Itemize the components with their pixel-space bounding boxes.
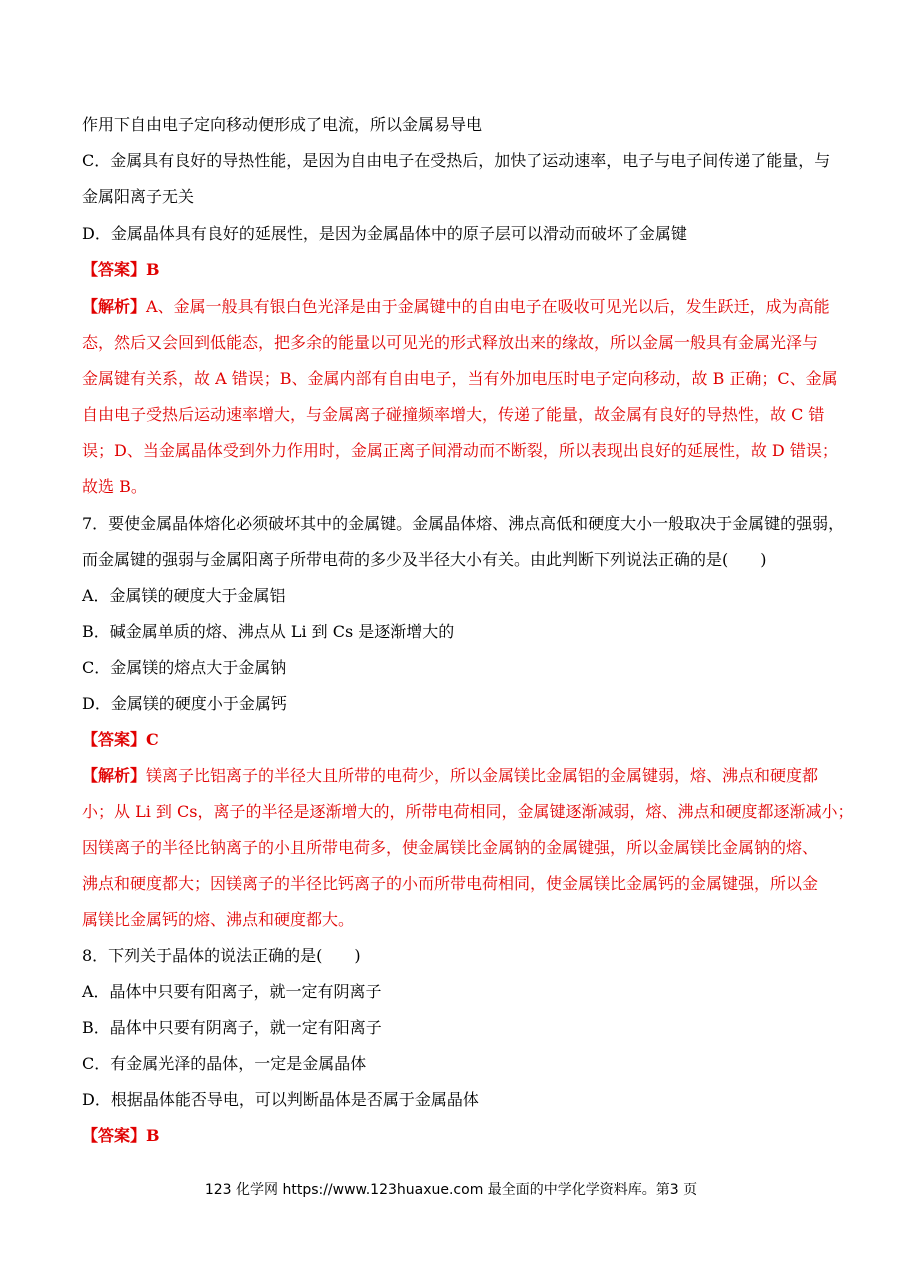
option-a: A．金属镁的硬度大于金属铝 — [82, 586, 286, 605]
question-8: 8．下列关于晶体的说法正确的是( ) — [82, 946, 361, 965]
explanation-line: 因镁离子的半径比钠离子的小且所带电荷多，使金属镁比金属钠的金属键强，所以金属镁比金属钠的熔、 — [82, 838, 819, 857]
option-d: D．根据晶体能否导电，可以判断晶体是否属于金属晶体 — [82, 1090, 479, 1109]
explanation-line: 误；D、当金属晶体受到外力作用时，金属正离子间滑动而不断裂，所以表现出良好的延展性，故 D 错误； — [82, 441, 838, 460]
option-d: D．金属镁的硬度小于金属钙 — [82, 694, 287, 713]
explanation-text: 镁离子比铝离子的半径大且所带的电荷少，所以金属镁比金属铝的金属键弱，熔、沸点和硬度都 — [146, 766, 819, 785]
answer-line — [82, 729, 842, 751]
option-c: C．金属镁的熔点大于金属钠 — [82, 658, 287, 677]
explanation-tag: 【解析】 — [82, 766, 147, 785]
explanation-line — [82, 765, 842, 787]
text-line: 作用下自由电子定向移动便形成了电流，所以金属易导电 — [82, 115, 483, 134]
question-7: 7．要使金属晶体熔化必须破坏其中的金属键。金属晶体熔、沸点高低和硬度大小一般取决于金属键的强弱， — [82, 514, 845, 533]
text-line: 金属阳离子无关 — [82, 187, 195, 206]
explanation-line: 属镁比金属钙的熔、沸点和硬度都大。 — [82, 910, 355, 929]
answer-tag: 【答案】 — [82, 260, 147, 279]
answer-line — [82, 259, 842, 281]
explanation-line: 态，然后又会回到低能态，把多余的能量以可见光的形式释放出来的缘故，所以金属一般具有金属光泽与 — [82, 333, 819, 352]
answer-value: B — [146, 260, 160, 279]
explanation-line: 小；从 Li 到 Cs，离子的半径是逐渐增大的，所带电荷相同，金属键逐渐减弱，熔、沸点和硬度都逐渐减小； — [82, 802, 854, 821]
answer-value: B — [146, 1126, 160, 1145]
explanation-line: 自由电子受热后运动速率增大，与金属离子碰撞频率增大，传递了能量，故金属有良好的导热性，故 C 错 — [82, 405, 825, 424]
page-footer: 123 化学网 https://www.123huaxue.com 最全面的中学化学资料库。第3 页 — [204, 1182, 698, 1198]
explanation-tag: 【解析】 — [82, 297, 147, 316]
option-a: A．晶体中只要有阳离子，就一定有阴离子 — [82, 982, 382, 1001]
explanation-line: 沸点和硬度都大；因镁离子的半径比钙离子的小而所带电荷相同，使金属镁比金属钙的金属键强，所以金 — [82, 874, 819, 893]
explanation-line: 故选 B。 — [82, 477, 147, 496]
question-7-cont: 而金属键的强弱与金属阳离子所带电荷的多少及半径大小有关。由此判断下列说法正确的是( ) — [82, 550, 767, 569]
explanation-text: A、金属一般具有银白色光泽是由于金属键中的自由电子在吸收可见光以后，发生跃迁，成为高能 — [146, 297, 830, 316]
option-d: D．金属晶体具有良好的延展性，是因为金属晶体中的原子层可以滑动而破坏了金属键 — [82, 224, 687, 243]
text-line: C．金属具有良好的导热性能，是因为自由电子在受热后，加快了运动速率，电子与电子间传递了能量，与 — [82, 151, 831, 170]
option-c: C．有金属光泽的晶体，一定是金属晶体 — [82, 1054, 367, 1073]
option-b: B．晶体中只要有阴离子，就一定有阳离子 — [82, 1018, 382, 1037]
option-b: B．碱金属单质的熔、沸点从 Li 到 Cs 是逐渐增大的 — [82, 622, 455, 641]
explanation-line: 金属键有关系，故 A 错误；B、金属内部有自由电子，当有外加电压时电子定向移动，故 B 正确；C、金属 — [82, 369, 838, 388]
answer-tag: 【答案】 — [82, 730, 147, 749]
explanation-line — [82, 296, 842, 318]
answer-tag: 【答案】 — [82, 1126, 147, 1145]
answer-line — [82, 1125, 842, 1147]
answer-value: C — [146, 730, 159, 749]
